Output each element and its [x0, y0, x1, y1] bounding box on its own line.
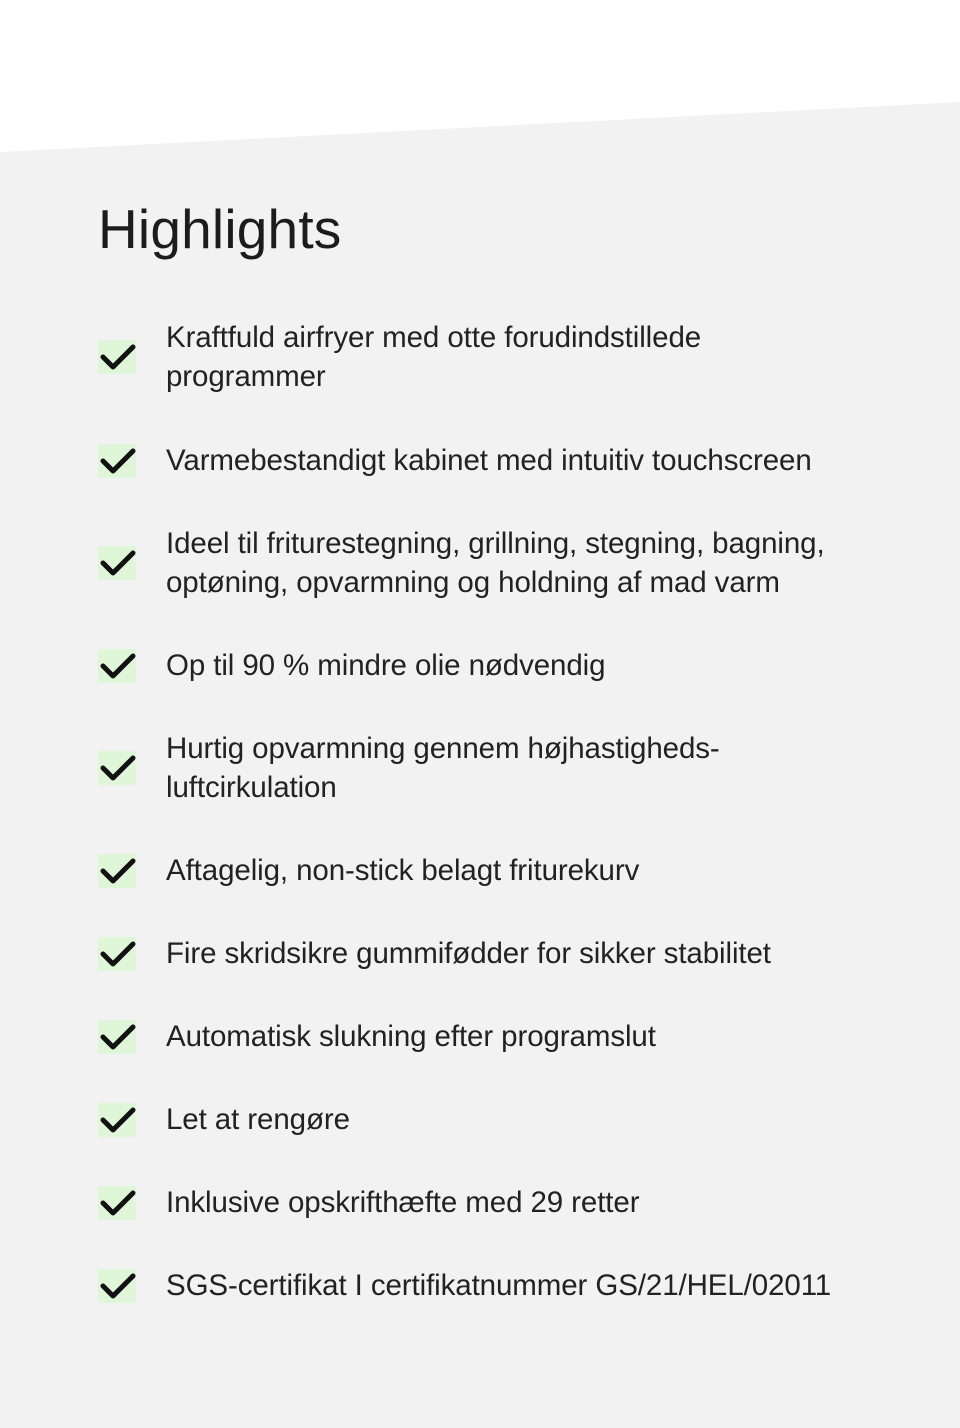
check-icon: [98, 647, 136, 685]
list-item: [98, 524, 898, 602]
check-icon: [98, 852, 136, 890]
highlight-text: Kraftfuld airfryer med otte forudindstillede programmer: [166, 321, 702, 393]
highlight-text: Ideel til friturestegning, grillning, stegning, bagning, optøning, opvarmning og holdning af mad varm: [166, 527, 825, 599]
highlight-text: Fire skridsikre gummifødder for sikker stabilitet: [166, 937, 771, 970]
highlight-text: Automatisk slukning efter programslut: [166, 1020, 656, 1053]
list-item: [98, 1100, 898, 1139]
highlight-text: Hurtig opvarmning gennem højhastigheds-luftcirkulation: [166, 732, 720, 804]
check-icon: [98, 935, 136, 973]
check-icon: [98, 544, 136, 582]
list-item: [98, 1183, 898, 1222]
list-item: [98, 318, 898, 396]
check-icon: [98, 1018, 136, 1056]
highlight-text: Let at rengøre: [166, 1103, 350, 1136]
check-icon: [98, 1184, 136, 1222]
list-item: [98, 934, 898, 973]
list-item: [98, 1017, 898, 1056]
highlight-text: Op til 90 % mindre olie nødvendig: [166, 649, 606, 682]
page-title: Highlights: [98, 198, 342, 260]
highlight-text: Aftagelig, non-stick belagt friturekurv: [166, 854, 640, 887]
list-item: [98, 851, 898, 890]
check-icon: [98, 1101, 136, 1139]
check-icon: [98, 749, 136, 787]
check-icon: [98, 442, 136, 480]
highlight-text: SGS-certifikat I certifikatnummer GS/21/HEL/02011: [166, 1269, 832, 1302]
list-item: [98, 646, 898, 685]
list-item: [98, 729, 898, 807]
check-icon: [98, 338, 136, 376]
highlight-text: Inklusive opskrifthæfte med 29 retter: [166, 1186, 640, 1219]
check-icon: [98, 1267, 136, 1305]
list-item: [98, 1266, 898, 1305]
list-item: [98, 441, 898, 480]
highlight-text: Varmebestandigt kabinet med intuitiv touchscreen: [166, 444, 812, 477]
